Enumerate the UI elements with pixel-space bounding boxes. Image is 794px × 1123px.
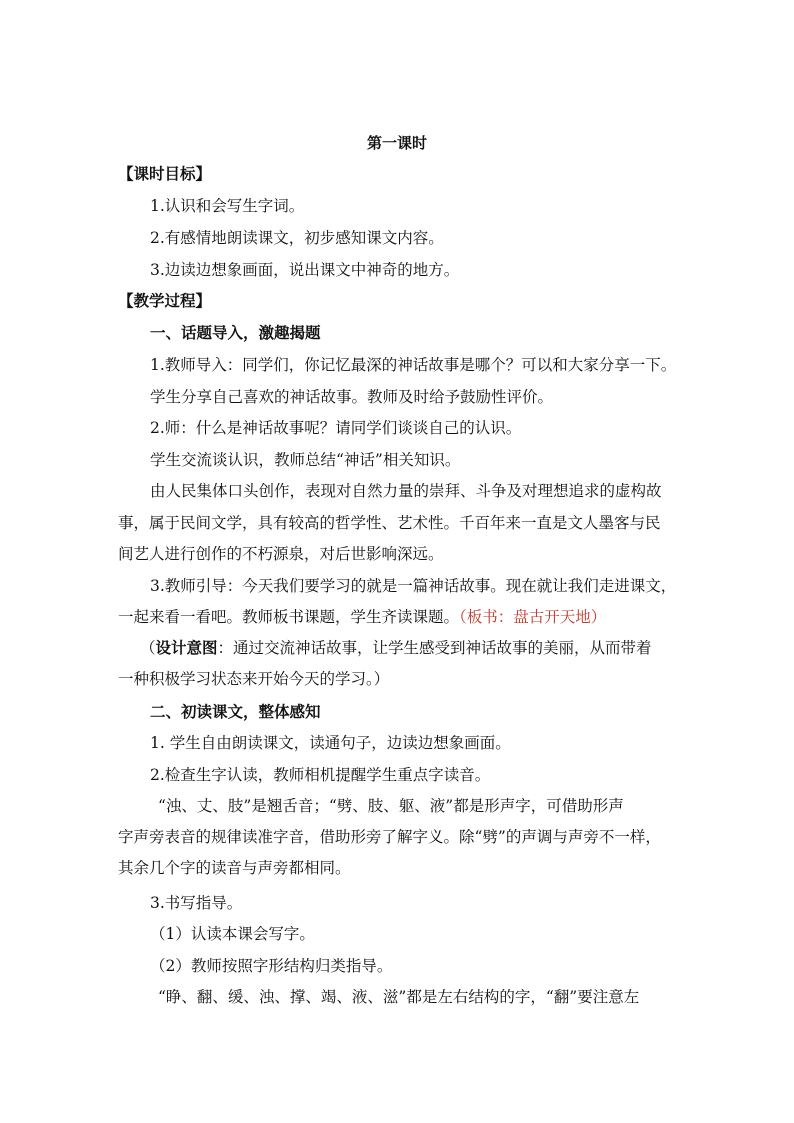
part2-heading: 二、初读课文，整体感知 — [150, 702, 321, 721]
objective-item-3: 3.边读边想象画面，说出课文中神奇的地方。 — [150, 261, 460, 279]
design-intent-line-1 — [140, 637, 652, 659]
design-open-paren: （ — [140, 639, 156, 657]
pronunciation-line-2: 字声旁表音的规律读准字音，借助形旁了解字义。除“劈”的声调与声旁不一样， — [118, 828, 661, 846]
myth-definition-line-2: 事，属于民间文学，具有较高的哲学性、艺术性。千百年来一直是文人墨客与民 — [118, 514, 661, 532]
objective-item-1: 1.认识和会写生字词。 — [150, 197, 305, 215]
part1-heading: 一、话题导入，激趣揭题 — [150, 323, 321, 342]
part1-paragraph-3: 2.师：什么是神话故事呢？请同学们谈谈自己的认识。 — [150, 419, 522, 437]
design-intent-text: ：通过交流神话故事，让学生感受到神话故事的美丽，从而带着 — [217, 639, 652, 657]
part2-paragraph-1: 1. 学生自由朗读课文，读通句子，边读边想象画面。 — [150, 734, 511, 752]
part2-paragraph-2: 2.检查生字认读，教师相机提醒学生重点字读音。 — [150, 766, 491, 784]
writing-step-2: （2）教师按照字形结构归类指导。 — [150, 957, 393, 975]
part1-paragraph-6-line-1: 3.教师引导：今天我们要学习的就是一篇神话故事。现在就让我们走进课文， — [150, 577, 677, 595]
design-intent-label: 设计意图 — [155, 638, 218, 657]
lesson-title: 第一课时 — [366, 134, 427, 152]
pronunciation-line-3: 其余几个字的读音与声旁都相同。 — [118, 859, 351, 877]
design-intent-line-2: 一种积极学习状态来开始今天的学习。） — [118, 670, 390, 688]
part1-paragraph-1: 1.教师导入：同学们，你记忆最深的神话故事是哪个？可以和大家分享一下。 — [150, 356, 677, 374]
objectives-heading: 【课时目标】 — [118, 164, 212, 183]
process-heading: 【教学过程】 — [118, 291, 212, 310]
part1-paragraph-2: 学生分享自己喜欢的神话故事。教师及时给予鼓励性评价。 — [150, 388, 554, 406]
writing-guidance: 3.书写指导。 — [150, 894, 243, 912]
pronunciation-line-1: “浊、丈、肢”是翘舌音；“劈、肢、躯、液”都是形声字，可借助形声 — [158, 797, 624, 815]
part1-paragraph-4: 学生交流谈认识，教师总结“神话”相关知识。 — [150, 451, 461, 469]
part1-paragraph-6-line-2 — [118, 606, 606, 628]
writing-step-detail: “睁、翻、缓、浊、撑、竭、液、滋”都是左右结构的字，“翻”要注意左 — [158, 988, 640, 1006]
blackboard-note: （板书：盘古开天地） — [459, 608, 607, 626]
myth-definition-line-1: 由人民集体口头创作，表现对自然力量的崇拜、斗争及对理想追求的虚构故 — [150, 482, 662, 500]
paragraph-text: 一起来看一看吧。教师板书课题，学生齐读课题。 — [118, 608, 460, 626]
objective-item-2: 2.有感情地朗读课文，初步感知课文内容。 — [150, 229, 444, 247]
myth-definition-line-3: 间艺人进行创作的不朽源泉，对后世影响深远。 — [118, 545, 444, 563]
writing-step-1: （1）认读本课会写字。 — [150, 925, 315, 943]
